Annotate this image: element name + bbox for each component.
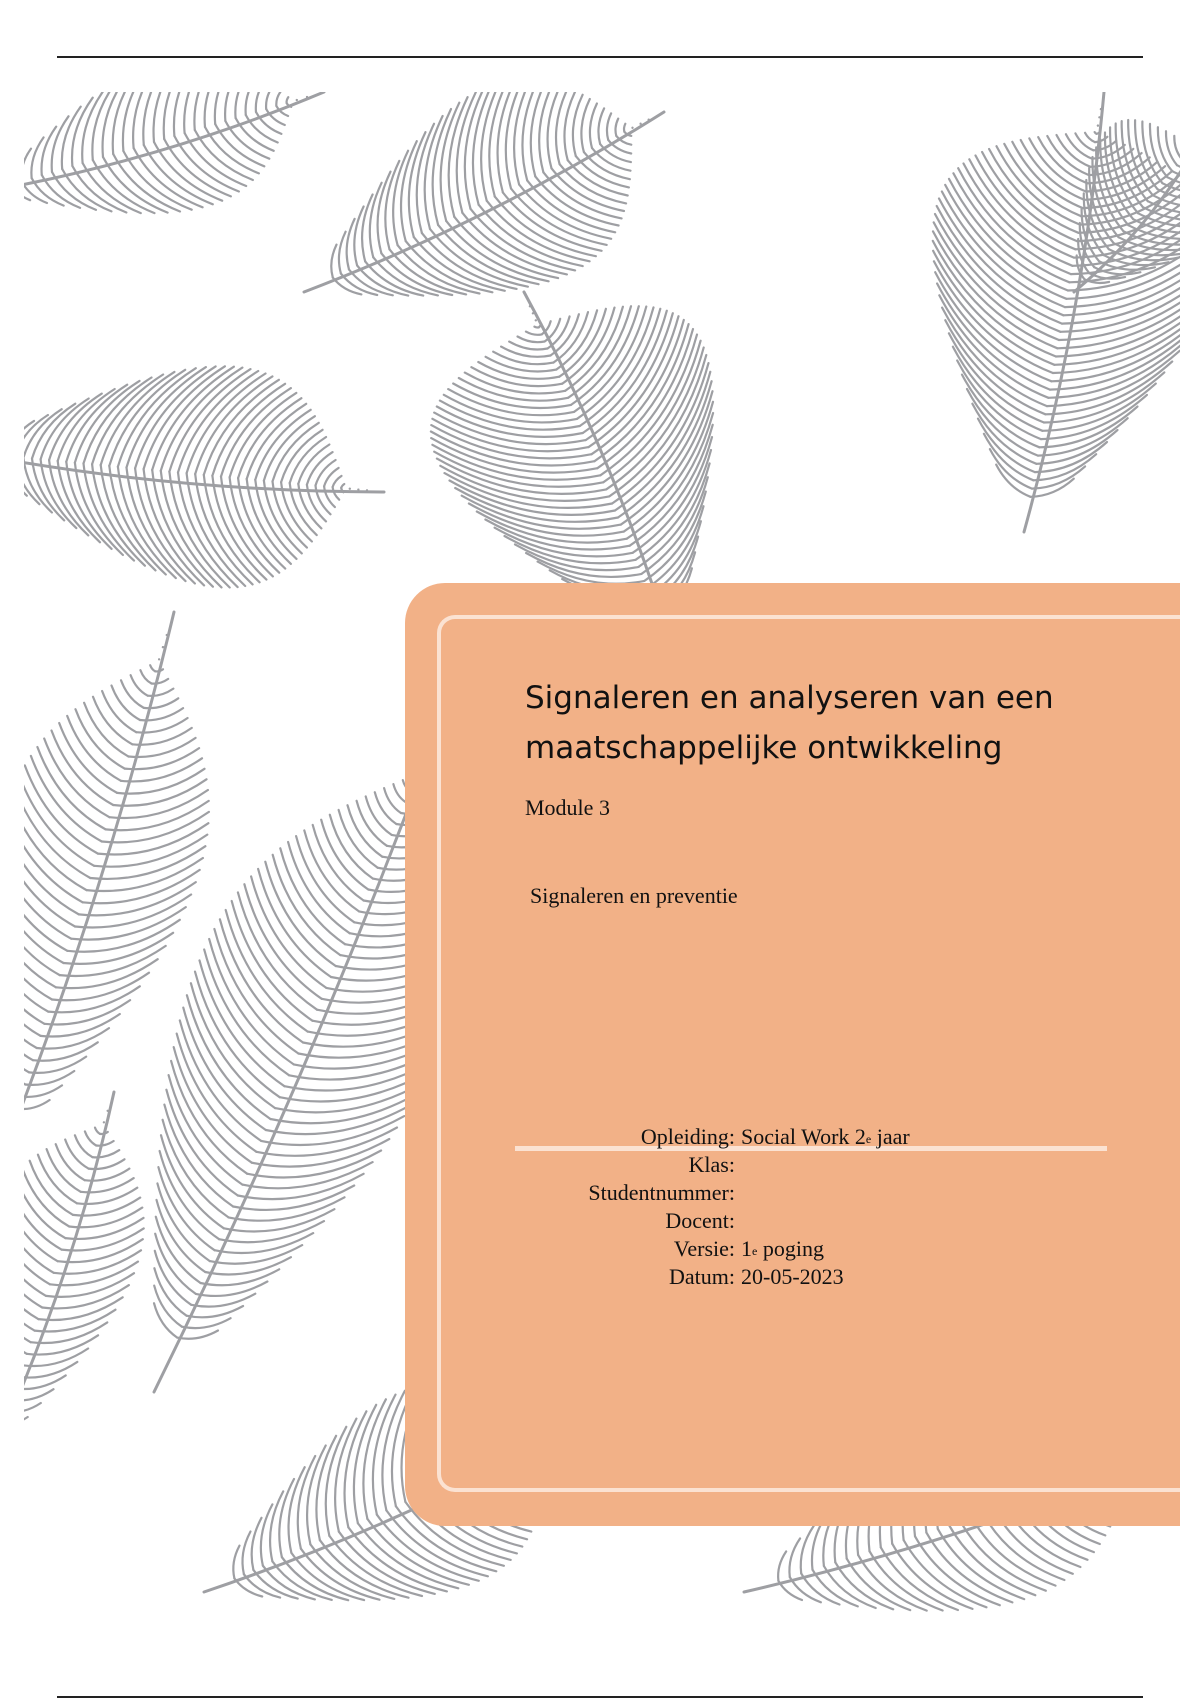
feather-barb bbox=[526, 332, 542, 335]
feather-barb bbox=[275, 1082, 423, 1112]
detail-value: 20-05-2023 bbox=[741, 1264, 844, 1289]
feather-barb bbox=[339, 810, 378, 868]
detail-label: Versie: bbox=[673, 1236, 735, 1261]
detail-label: Datum: bbox=[669, 1264, 735, 1289]
feather-barb bbox=[209, 939, 294, 1064]
feather-barb bbox=[24, 149, 31, 181]
feather-barb bbox=[24, 1045, 25, 1084]
feather-barb bbox=[38, 1155, 77, 1204]
feather-barb bbox=[298, 1456, 315, 1549]
feather-barb bbox=[85, 1131, 96, 1145]
feather-barb bbox=[997, 146, 1080, 224]
detail-value: Social Work 2e jaar bbox=[741, 1124, 910, 1149]
feather-barb bbox=[324, 468, 339, 486]
feather-barb bbox=[154, 1286, 182, 1327]
feather-barb bbox=[183, 1008, 265, 1130]
feather-barb bbox=[1174, 136, 1180, 159]
detail-row-versie bbox=[505, 1235, 985, 1263]
feather-barb bbox=[148, 689, 174, 696]
detail-row-klas bbox=[505, 1151, 985, 1179]
feather-barb bbox=[47, 1149, 81, 1192]
feather-barb bbox=[298, 445, 329, 484]
feather-barb bbox=[150, 665, 155, 671]
detail-value: 1e poging bbox=[741, 1236, 824, 1261]
feather-barb bbox=[232, 901, 313, 1021]
feather-barb bbox=[590, 104, 597, 149]
feather-barb bbox=[195, 376, 272, 474]
feather-barb bbox=[30, 1161, 73, 1215]
detail-label: Docent: bbox=[665, 1208, 735, 1233]
feather-barb bbox=[276, 92, 280, 106]
feather-barb bbox=[174, 1047, 252, 1163]
feather-barb bbox=[195, 972, 280, 1098]
feather-barb bbox=[375, 792, 397, 824]
feather-barb bbox=[154, 1268, 186, 1316]
feather-barb bbox=[96, 1141, 113, 1146]
feather-barb bbox=[349, 270, 393, 296]
feather-barb bbox=[1095, 132, 1097, 134]
feather-barb bbox=[253, 1570, 297, 1599]
feather-barb bbox=[143, 92, 169, 145]
feather-barb bbox=[348, 805, 383, 857]
feather-barb bbox=[608, 140, 631, 154]
document-title: Signaleren en analyseren van een maatschappelijke ontwikkeling bbox=[525, 680, 1054, 766]
feather-barb bbox=[24, 1027, 29, 1073]
detail-row-studentnummer bbox=[505, 1179, 985, 1207]
feather-spine bbox=[24, 612, 174, 1152]
feather-barb bbox=[214, 929, 298, 1054]
feather-barb bbox=[1142, 122, 1162, 184]
feather-barb bbox=[279, 1479, 294, 1557]
feather-barb bbox=[256, 92, 266, 112]
feather-barb bbox=[581, 99, 589, 152]
feather-barb bbox=[24, 1403, 41, 1412]
detail-label: Studentnummer: bbox=[588, 1180, 735, 1205]
feather-barb bbox=[1085, 133, 1095, 142]
feather-barb bbox=[171, 1061, 247, 1174]
detail-row-opleiding bbox=[505, 1123, 985, 1151]
feather-barb bbox=[123, 92, 149, 151]
feather-barb bbox=[140, 670, 151, 683]
feather-barb bbox=[52, 116, 69, 172]
detail-value bbox=[735, 1151, 741, 1179]
feather-barb bbox=[331, 245, 336, 278]
feather-barb bbox=[357, 801, 387, 846]
feather-barb bbox=[518, 337, 545, 343]
feather-barb bbox=[607, 113, 611, 139]
detail-value bbox=[735, 1179, 741, 1207]
feather-barb bbox=[539, 92, 553, 172]
feather-barb bbox=[333, 487, 340, 500]
feather-barb bbox=[459, 378, 568, 401]
feather-barb bbox=[200, 960, 285, 1086]
feather-barb bbox=[52, 731, 114, 806]
cover-title-panel bbox=[405, 583, 1180, 1526]
feather-barb bbox=[289, 1467, 305, 1553]
feather-barb bbox=[1075, 133, 1093, 150]
feather-barb bbox=[453, 384, 571, 408]
feather-barb bbox=[152, 679, 169, 684]
feather-barb bbox=[778, 1551, 786, 1580]
topic-label: Signaleren en preventie bbox=[530, 883, 738, 908]
feather-barb bbox=[84, 703, 128, 757]
feather-barb bbox=[598, 108, 604, 144]
feather-barb bbox=[67, 716, 121, 781]
feather-barb bbox=[287, 97, 289, 103]
feather-barb bbox=[339, 232, 346, 274]
detail-row-docent bbox=[505, 1207, 985, 1235]
feather-barb bbox=[384, 788, 401, 813]
feather-barb bbox=[534, 327, 538, 328]
detail-value bbox=[735, 1207, 741, 1235]
header-rule bbox=[57, 56, 1143, 58]
feather-barb bbox=[982, 152, 1077, 241]
feather-barb bbox=[95, 1128, 100, 1134]
feather-barb bbox=[89, 1159, 125, 1169]
module-label: Module 3 bbox=[525, 795, 610, 820]
feather-barb bbox=[24, 1100, 50, 1109]
feather-barb bbox=[204, 950, 289, 1076]
feather-barb bbox=[341, 484, 344, 488]
feather-barb bbox=[65, 1140, 88, 1169]
feather-barb bbox=[307, 452, 333, 485]
feather-barb bbox=[93, 697, 132, 745]
feather-spine bbox=[24, 92, 324, 192]
feather-barb bbox=[976, 156, 1076, 250]
feather-barb bbox=[24, 1417, 28, 1423]
feather-barb bbox=[187, 995, 271, 1119]
detail-row-datum bbox=[505, 1263, 985, 1291]
feather-barb bbox=[333, 476, 342, 487]
feather-barb bbox=[191, 983, 275, 1108]
feather-barb bbox=[266, 92, 273, 109]
feather-barb bbox=[1057, 135, 1091, 167]
feather-barb bbox=[92, 1150, 119, 1157]
feather-barb bbox=[225, 92, 242, 121]
feather-barb bbox=[133, 92, 159, 148]
feather-barb bbox=[242, 1532, 250, 1575]
detail-label: Opleiding: bbox=[640, 1124, 735, 1149]
feather-barb bbox=[615, 119, 618, 136]
feather-barb bbox=[393, 784, 405, 802]
feather-barb bbox=[233, 1546, 239, 1579]
detail-label: Klas: bbox=[688, 1152, 735, 1177]
feather-barb bbox=[155, 1251, 191, 1305]
feather-barb bbox=[24, 786, 90, 878]
feather-barb bbox=[789, 1538, 800, 1577]
feather-barb bbox=[121, 680, 144, 708]
footer-rule bbox=[57, 1696, 1143, 1698]
feather-barb bbox=[24, 1389, 54, 1400]
document-details bbox=[505, 1123, 985, 1291]
feather-barb bbox=[624, 124, 625, 132]
feather-barb bbox=[270, 1094, 417, 1124]
feather-barb bbox=[102, 812, 209, 842]
feather-barb bbox=[493, 352, 553, 364]
feather-barb bbox=[304, 830, 359, 911]
